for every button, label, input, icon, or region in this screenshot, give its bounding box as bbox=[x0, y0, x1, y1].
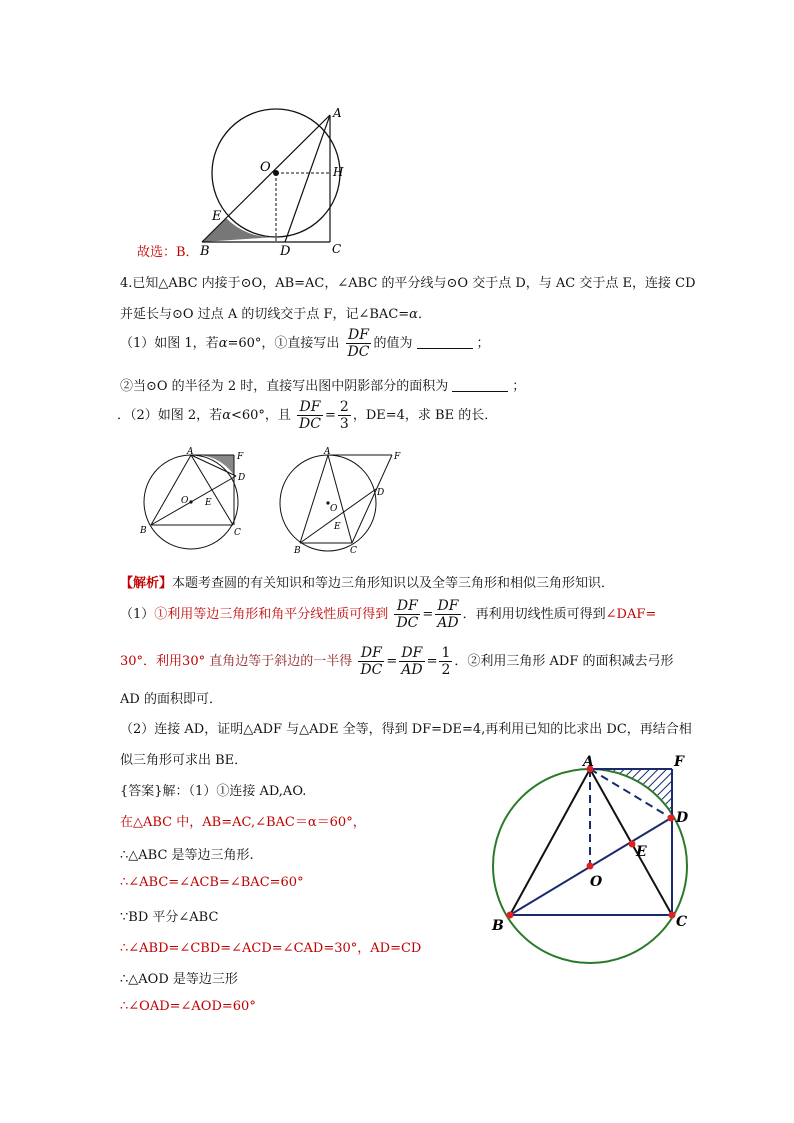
big-label-F: F bbox=[674, 754, 684, 770]
question-2: ．（2）如图 2，若α<60°，且 $\frac{DF}{DC}$ = $\frac{2}{3}$ ，DE=4，求 BE 的长． bbox=[117, 399, 498, 432]
analysis-intro: 【解析】本题考查圆的有关知识和等边三角形知识以及全等三角形和相似三角形知识． bbox=[120, 576, 615, 591]
fig1-label-O: O bbox=[181, 496, 189, 506]
figure-2 bbox=[270, 445, 410, 560]
answer-blank-1[interactable] bbox=[417, 348, 473, 349]
label-H: H bbox=[333, 165, 344, 179]
fig2-label-O: O bbox=[330, 504, 338, 514]
figure-top bbox=[190, 95, 360, 260]
figure-answer bbox=[488, 752, 698, 977]
big-label-E: E bbox=[636, 844, 647, 860]
fig1-label-F: F bbox=[237, 452, 244, 462]
answer-blank-2[interactable] bbox=[452, 391, 508, 392]
answer-line-2: 在△ABC 中，AB=AC,∠BAC＝α＝60°， bbox=[120, 815, 366, 830]
top-answer: 故选：B． bbox=[137, 245, 199, 260]
label-E: E bbox=[212, 209, 222, 224]
question-1-1: （1）如图 1，若α=60°，①直接写出 $\frac{DF}{DC}$ 的值为 ； bbox=[120, 327, 490, 360]
answer-line-4: ∴∠ABC=∠ACB=∠BAC=60° bbox=[120, 875, 304, 890]
problem-line-1: 4.已知△ABC 内接于⊙O，AB=AC，∠ABC 的平分线与⊙O 交于点 D，与 AC 交于点 E，连接 CD bbox=[120, 276, 696, 291]
fig2-label-F: F bbox=[394, 452, 401, 462]
big-label-O: O bbox=[590, 874, 603, 890]
fraction-df-dc: $\frac{DF}{DC}$ bbox=[347, 327, 370, 360]
problem-line-2: 并延长与⊙O 过点 A 的切线交于点 F，记∠BAC=α． bbox=[120, 307, 431, 322]
label-A: A bbox=[333, 106, 342, 120]
analysis-line-3: AD 的面积即可． bbox=[120, 692, 222, 707]
fig1-label-E: E bbox=[205, 498, 212, 508]
fig2-label-B: B bbox=[294, 546, 301, 556]
analysis-line-4: （2）连接 AD，证明△ADF 与△ADE 全等，得到 DF=DE=4,再利用已知的比求出 DC，再结合相 bbox=[120, 722, 692, 737]
label-B: B bbox=[200, 244, 210, 259]
fig2-label-A: A bbox=[324, 447, 331, 457]
analysis-line-1: （1）①利用等边三角形和角平分线性质可得到 $\frac{DF}{DC}$ = $\frac{DF}{AD}$ ．再利用切线性质可得到∠DAF= bbox=[120, 598, 657, 631]
fig2-label-E: E bbox=[334, 522, 341, 532]
answer-line-7: ∴△AOD 是等边三形 bbox=[120, 972, 238, 987]
big-label-C: C bbox=[676, 914, 688, 930]
label-D: D bbox=[280, 244, 291, 259]
figure-1 bbox=[135, 445, 255, 560]
answer-line-6: ∴∠ABD=∠CBD=∠ACD=∠CAD=30°，AD=CD bbox=[120, 941, 422, 956]
fig1-label-B: B bbox=[140, 526, 147, 536]
question-1-2: ②当⊙O 的半径为 2 时，直接写出图中阴影部分的面积为 ； bbox=[120, 379, 526, 394]
big-label-B: B bbox=[492, 918, 504, 934]
answer-line-5: ∵BD 平分∠ABC bbox=[120, 910, 219, 925]
big-label-D: D bbox=[676, 810, 689, 826]
fig2-label-C: C bbox=[350, 546, 357, 556]
label-O: O bbox=[260, 160, 271, 175]
fig1-label-D: D bbox=[238, 473, 246, 483]
analysis-line-5: 似三角形可求出 BE． bbox=[120, 753, 248, 768]
fraction-df-dc-2: $\frac{DF}{DC}$ bbox=[299, 399, 321, 432]
fig1-label-C: C bbox=[234, 528, 241, 538]
fig2-label-D: D bbox=[377, 488, 385, 498]
big-label-A: A bbox=[583, 754, 594, 770]
answer-line-1: {答案}解：（1）①连接 AD,AO. bbox=[120, 784, 307, 799]
answer-line-3: ∴△ABC 是等边三角形. bbox=[120, 848, 254, 863]
analysis-line-2: 30°．利用30° 直角边等于斜边的一半得 $\frac{DF}{DC}$ = $\frac{DF}{AD}$ = $\frac{1}{2}$ ．②利用三角形 ADF 的面积减去弓形 bbox=[120, 645, 674, 678]
fraction-2-3: $\frac{2}{3}$ bbox=[339, 399, 349, 432]
fig1-label-A: A bbox=[187, 447, 194, 457]
label-C: C bbox=[332, 242, 342, 256]
answer-line-8: ∴∠OAD=∠AOD=60° bbox=[120, 999, 256, 1014]
